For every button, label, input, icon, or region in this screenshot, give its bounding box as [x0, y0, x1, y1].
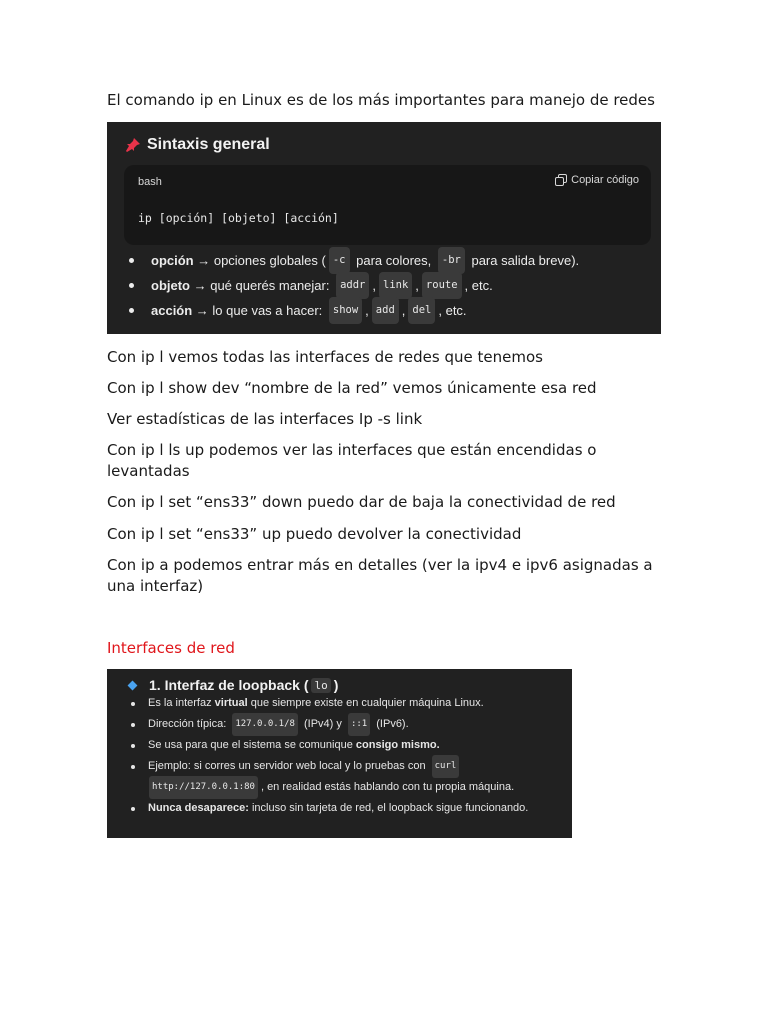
bullet	[131, 807, 135, 811]
paragraph: Con ip l show dev “nombre de la red” vemos únicamente esa red	[107, 379, 597, 397]
pushpin-icon	[125, 137, 141, 153]
copy-code-button[interactable]: Copiar código	[555, 174, 639, 186]
paragraph: Con ip l set “ens33” down puedo dar de baja la conectividad de red	[107, 493, 616, 511]
bullet	[129, 258, 134, 263]
diamond-icon	[128, 680, 138, 690]
syntax-screenshot	[107, 122, 661, 334]
code-block	[124, 165, 651, 245]
paragraph: Con ip l set “ens33” up puedo devolver la conectividad	[107, 525, 522, 543]
list-item: opción → opciones globales ( -c para colores, -br para salida breve).	[129, 248, 579, 273]
section-heading: Interfaces de red	[107, 639, 235, 657]
list-item: acción → lo que vas a hacer: show , add , del , etc.	[129, 298, 579, 323]
loopback-screenshot	[107, 669, 572, 838]
paragraph: Con ip l ls up podemos ver las interfaces que están encendidas o levantadas	[107, 441, 597, 480]
paragraph: Con ip a podemos entrar más en detalles (ver la ipv4 e ipv6 asignadas a una interfaz)	[107, 556, 653, 595]
list-item: Nunca desaparece: incluso sin tarjeta de red, el loopback sigue funcionando.	[131, 798, 528, 819]
bullet	[129, 283, 134, 288]
list-item-continuation: http://127.0.0.1:80 , en realidad estás hablando con tu propia máquina.	[131, 777, 528, 798]
syntax-list	[129, 248, 579, 323]
paragraph: Con ip l vemos todas las interfaces de redes que tenemos	[107, 348, 543, 366]
list-item: Se usa para que el sistema se comunique consigo mismo.	[131, 735, 528, 756]
list-item: objeto → qué querés manejar: addr , link , route , etc.	[129, 273, 579, 298]
list-item: Dirección típica: 127.0.0.1/8 (IPv4) y ::1 (IPv6).	[131, 714, 528, 735]
copy-icon	[555, 174, 567, 186]
code-language-label: bash	[138, 176, 162, 188]
bullet	[131, 744, 135, 748]
bullet	[131, 723, 135, 727]
intro-paragraph: El comando ip en Linux es de los más importantes para manejo de redes	[107, 91, 655, 109]
syntax-title: Sintaxis general	[125, 136, 270, 154]
loopback-title: 1. Interfaz de loopback ( lo )	[129, 673, 338, 697]
list-item: Es la interfaz virtual que siempre existe en cualquier máquina Linux.	[131, 693, 528, 714]
bullet	[131, 765, 135, 769]
bullet	[129, 308, 134, 313]
code-text: ip [opción] [objeto] [acción]	[138, 211, 339, 225]
loopback-list	[131, 693, 528, 819]
paragraph: Ver estadísticas de las interfaces Ip -s link	[107, 410, 423, 428]
bullet	[131, 702, 135, 706]
list-item: Ejemplo: si corres un servidor web local y lo pruebas con curl	[131, 756, 528, 777]
